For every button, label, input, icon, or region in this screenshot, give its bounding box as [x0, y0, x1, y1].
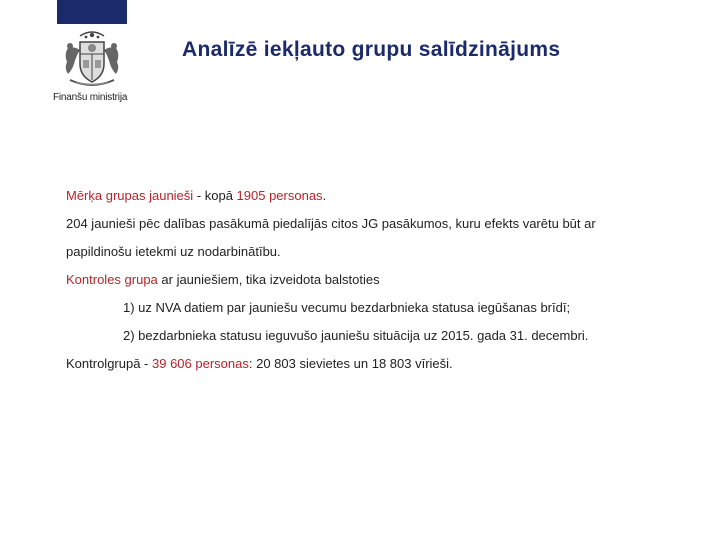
- control-group-line: [66, 266, 686, 294]
- control-group-count: 39 606 personas: [152, 356, 249, 371]
- participants-line-cont: papildinošu ietekmi uz nodarbinātību.: [66, 244, 281, 259]
- logo-caption: Finanšu ministrija: [53, 92, 128, 103]
- coat-of-arms-icon: [58, 30, 126, 90]
- control-group-summary-label: Kontrolgrupā -: [66, 356, 152, 371]
- target-group-connector: - kopā: [193, 188, 237, 203]
- target-group-count: 1905 personas: [236, 188, 323, 203]
- slide-content: [66, 182, 686, 378]
- participants-line: 204 jaunieši pēc dalības pasākumā piedalījās citos JG pasākumos, kuru efekts varētu būt ar: [66, 216, 596, 231]
- criteria-item-2: 2) bezdarbnieka statusu ieguvušo jauniešu situācija uz 2015. gada 31. decembri.: [123, 328, 589, 343]
- logo: [50, 30, 134, 110]
- target-group-period: .: [322, 188, 327, 203]
- header-bar: [57, 0, 127, 24]
- page-title: Analīzē iekļauto grupu salīdzinājums: [182, 38, 561, 61]
- control-group-summary: [66, 350, 686, 378]
- control-group-label: Kontroles grupa: [66, 272, 158, 287]
- target-group-line: [66, 182, 686, 210]
- control-group-desc: ar jauniešiem, tika izveidota balstoties: [157, 272, 380, 287]
- target-group-label: Mērķa grupas jaunieši: [66, 188, 194, 203]
- control-group-breakdown: : 20 803 sievietes un 18 803 vīrieši.: [248, 356, 453, 371]
- criteria-item-1: 1) uz NVA datiem par jauniešu vecumu bezdarbnieka statusa iegūšanas brīdī;: [123, 300, 571, 315]
